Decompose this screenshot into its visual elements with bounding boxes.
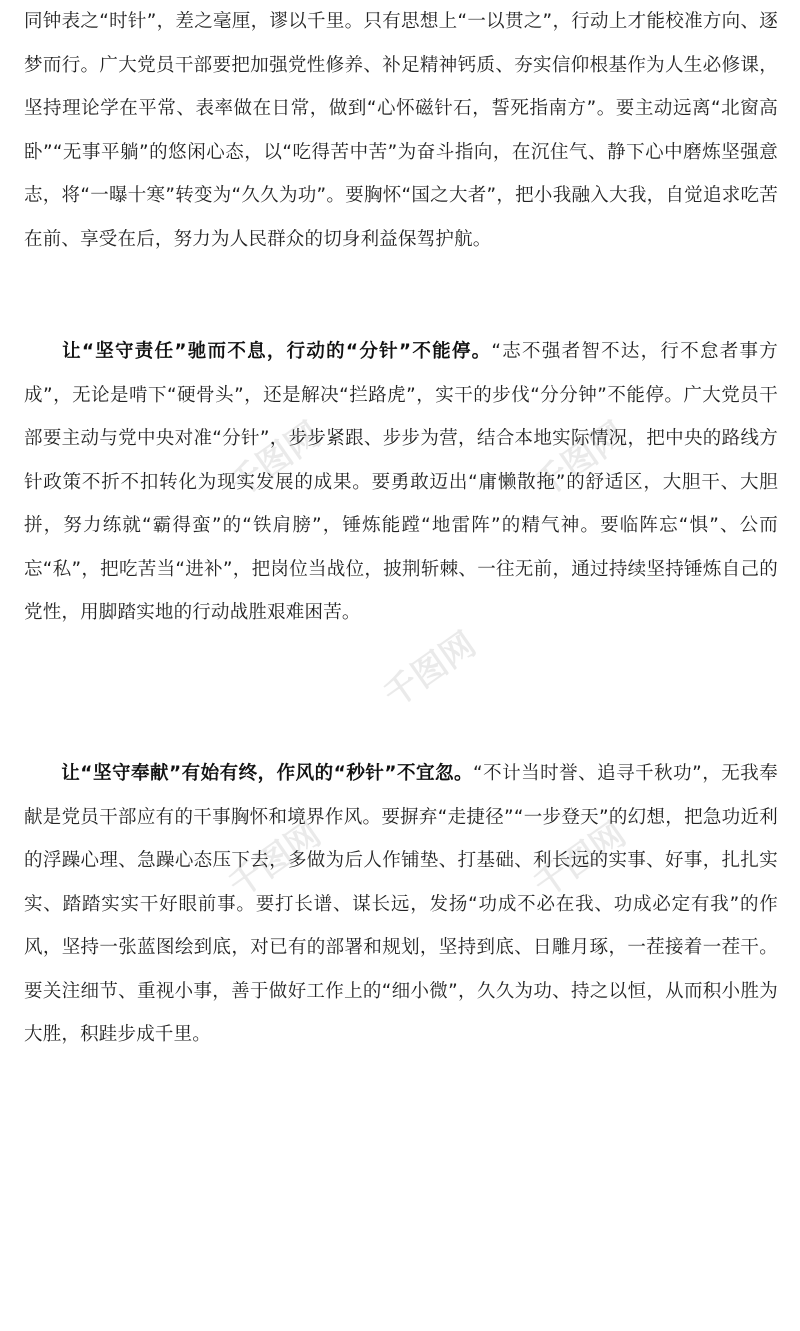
paragraph-1-body: 同钟表之“时针”，差之毫厘，谬以千里。只有思想上“一以贯之”，行动上才能校准方向、逐梦而行。广大党员干部要把加强党性修养、补足精神钙质、夯实信仰根基作为人生必修课，坚持理论学在平常、表率做在日常，做到“心怀磁针石，誓死指南方”。要主动远离“北窗高卧”“无事平躺”的悠闲心态，以“吃得苦中苦”为奋斗指向，在沉住气、静下心中磨炼坚强意志，将“一曝十寒”转变为“久久为功”。要胸怀“国之大者”，把小我融入大我，自觉追求吃苦在前、享受在后，努力为人民群众的切身利益保驾护航。 — [24, 11, 778, 250]
paragraph-2-body: “志不强者智不达，行不怠者事方成”，无论是啃下“硬骨头”，还是解决“拦路虎”，实干的步伐“分分钟”不能停。广大党员干部要主动与党中央对准“分针”，步步紧跟、步步为营，结合本地实际情况，把中央的路线方针政策不折不扣转化为现实发展的成果。要勇敢迈出“庸懒散拖”的舒适区，大胆干、大胆拼，努力练就“霸得蛮”的“铁肩膀”，锤炼能蹚“地雷阵”的精气神。要临阵忘“惧”、公而忘“私”，把吃苦当“进补”，把岗位当战位，披荆斩棘、一往无前，通过持续坚持锤炼自己的党性，用脚踏实地的行动战胜艰难困苦。 — [24, 341, 778, 623]
watermark-text: 千图网 — [526, 814, 634, 906]
paragraph-3 — [24, 752, 778, 1057]
watermark-text: 千图网 — [376, 624, 484, 716]
paragraph-2 — [24, 330, 778, 635]
watermark-text: 千图网 — [221, 414, 329, 506]
paragraph-1 — [24, 0, 778, 261]
paragraph-2-lead: 让“坚守责任”驰而不息，行动的“分针”不能停。 — [61, 341, 492, 362]
paragraph-3-lead: 让“坚守奉献”有始有终，作风的“秒针”不宜忽。 — [61, 763, 474, 784]
watermark-text: 千图网 — [526, 414, 634, 506]
watermark-text: 千图网 — [221, 814, 329, 906]
paragraph-3-body: “不计当时誉、追寻千秋功”，无我奉献是党员干部应有的干事胸怀和境界作风。要摒弃“走捷径”“一步登天”的幻想，把急功近利的浮躁心理、急躁心态压下去，多做为后人作铺垫、打基础、利长远的实事、好事，扎扎实实、踏踏实实干好眼前事。要打长谱、谋长远，发扬“功成不必在我、功成必定有我”的作风，坚持一张蓝图绘到底，对已有的部署和规划，坚持到底、日雕月琢，一茬接着一茬干。要关注细节、重视小事，善于做好工作上的“细小微”，久久为功、持之以恒，从而积小胜为大胜，积跬步成千里。 — [24, 763, 778, 1045]
